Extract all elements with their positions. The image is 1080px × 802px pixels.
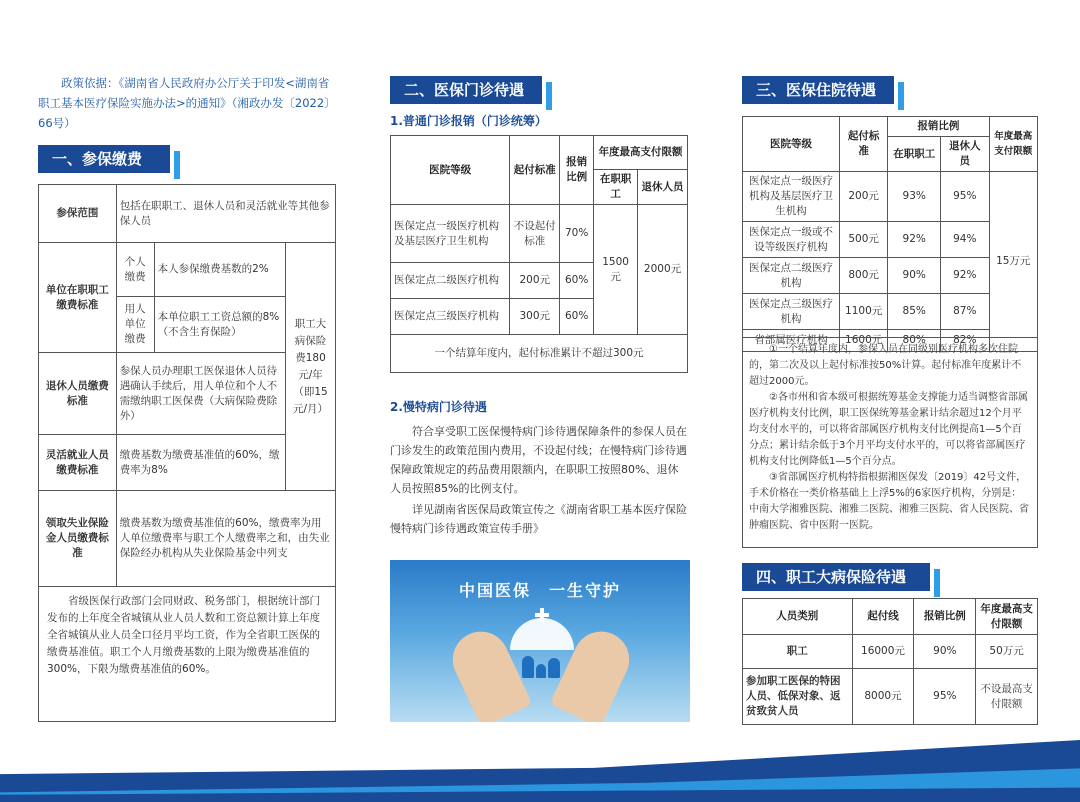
table-row-type: 职工 [743,635,853,669]
unemp-label: 领取失业保险金人员缴费标准 [39,491,117,587]
header-ratio: 报销比例 [888,117,989,137]
table-row-employed: 85% [888,294,941,330]
table-row-employed: 92% [888,222,941,258]
section-title-outpatient [390,76,542,104]
table-row-level: 医保定点一级医疗机构及基层医疗卫生机构 [391,205,510,263]
header-ratio: 报销比例 [914,599,976,635]
table-row-employed: 80% [888,330,941,352]
serious-fee: 职工大病保险费180元/年（即15元/月） [286,243,336,491]
header-limit: 年度最高支付限额 [976,599,1038,635]
table-row-level: 省部属医疗机构 [743,330,840,352]
table-row-deduct: 1100元 [839,294,887,330]
section-title-inpatient [742,76,894,104]
section-title-serious-illness [742,563,930,591]
table-row-retired: 94% [941,222,989,258]
table-row-ratio: 90% [914,635,976,669]
serious-illness-table [742,598,1038,725]
table-row-type: 参加职工医保的特困人员、低保对象、返贫致贫人员 [743,669,853,725]
header-employed: 在职职工 [888,137,941,172]
outpatient-table [390,135,688,373]
table-row-deduct: 800元 [839,258,887,294]
header-level: 医院等级 [743,117,840,172]
table-row-deduct: 8000元 [852,669,914,725]
table-row-level: 医保定点二级医疗机构 [743,258,840,294]
table-row-deduct: 500元 [839,222,887,258]
section-title-contribution [38,145,170,173]
chronic-para-2: 详见湖南省医保局政策宣传之《湖南省职工基本医疗保险慢特病门诊待遇政策宣传手册》 [390,503,687,535]
outpatient-footer: 一个结算年度内，起付标准累计不超过300元 [391,335,688,373]
inpatient-note: ③省部属医疗机构特指根据湘医保发〔2019〕42号文件，手术价格在一类价格基础上上浮5%的6家医疗机构，分别是：中南大学湘雅医院、湘雅二医院、湘雅三医院、省人民医院、省肿瘤医院、省中医附一医院。 [749,472,1029,531]
retired-label: 退休人员缴费标准 [39,353,117,435]
banner-title: 中国医保 一生守护 [458,581,621,600]
header-deduct: 起付标准 [839,117,887,172]
table-row-deduct: 1600元 [839,330,887,352]
table-row-deduct: 300元 [510,299,560,335]
header-ratio: 报销比例 [560,136,594,205]
header-level: 医院等级 [391,136,510,205]
flex-text: 缴费基数为缴费基准值的60%，缴费率为8% [116,435,285,491]
table-row-limit: 不设最高支付限额 [976,669,1038,725]
header-retired: 退休人员 [941,137,989,172]
personal-text: 本人参保缴费基数的2% [154,243,285,297]
table-row-deduct: 不设起付标准 [510,205,560,263]
scope-label: 参保范围 [39,185,117,243]
section-title-text: 三、医保住院待遇 [756,81,877,99]
scope-text: 包括在职职工、退休人员和灵活就业等其他参保人员 [116,185,335,243]
chronic-subtitle: 2.慢特病门诊待遇 [390,400,487,414]
section-title-text: 四、职工大病保险待遇 [756,568,907,586]
section-title-text: 一、参保缴费 [52,150,143,168]
table-row-level: 医保定点二级医疗机构 [391,263,510,299]
inpatient-note: ②各市州和省本级可根据统筹基金支撑能力适当调整省部属医疗机构支付比例，职工医保统筹基金累计结余超过12个月平均支付水平的，可以将省部属医疗机构支付比例提高1—5个百分点；累计结余低于3个月平均支付水平的，可以将省部属医疗机构支付比例降低1—5个百分点。 [749,392,1028,467]
table-row-employed: 90% [888,258,941,294]
retired-text: 参保人员办理职工医保退休人员待遇确认手续后，用人单位和个人不需缴纳职工医保费（大病保险费除外） [116,353,285,435]
table-row-level: 医保定点三级医疗机构 [743,294,840,330]
limit-retired: 2000元 [638,205,688,335]
table-row-deduct: 200元 [510,263,560,299]
inpatient-table [742,116,1038,352]
header-limit: 年度最高支付限额 [594,136,688,170]
employer-text: 本单位职工工资总额的8%（不含生育保险） [154,297,285,353]
inpatient-notes [742,337,1038,548]
table-row-retired: 95% [941,172,989,222]
table-row-deduct: 200元 [839,172,887,222]
limit-employed: 1500元 [594,205,638,335]
table-row-ratio: 95% [914,669,976,725]
flex-label: 灵活就业人员缴费标准 [39,435,117,491]
header-retired: 退休人员 [638,170,688,205]
header-limit: 年度最高支付限额 [989,117,1038,172]
table-row-deduct: 16000元 [852,635,914,669]
table-row-level: 医保定点一级或不设等级医疗机构 [743,222,840,258]
unemp-text: 缴费基数为缴费基准值的60%，缴费率为用人单位缴费率与职工个人缴费率之和，由失业保险经办机构从失业保险基金中列支 [116,491,335,587]
table-row-level: 医保定点一级医疗机构及基层医疗卫生机构 [743,172,840,222]
medical-cross-icon [535,608,549,622]
employed-label: 单位在职职工缴费标准 [39,243,117,353]
header-employed: 在职职工 [594,170,638,205]
general-outpatient-subtitle: 1.普通门诊报销（门诊统筹） [390,114,547,128]
policy-basis: 政策依据：《湖南省人民政府办公厅关于印发<湖南省职工基本医疗保险实施办法>的通知》（湘政办发〔2022〕66号） [38,76,336,130]
table-row-retired: 82% [941,330,989,352]
personal-label: 个人缴费 [116,243,154,297]
table-row-retired: 87% [941,294,989,330]
employer-label: 用人单位缴费 [116,297,154,353]
table-row-retired: 92% [941,258,989,294]
contribution-note-text: 省级医保行政部门会同财政、税务部门，根据统计部门发布的上年度全省城镇从业人员人数和工资总额计算上年度全省城镇从业人员全口径月平均工资，作为全省职工医保的缴费基准值。职工个人月缴费基数的上限为缴费基准值的300%，下限为缴费基准值的60%。 [47,595,320,675]
contribution-table [38,184,336,587]
contribution-note [38,586,336,722]
header-deduct: 起付线 [852,599,914,635]
header-type: 人员类别 [743,599,853,635]
family-icon [520,654,564,678]
inpatient-limit: 15万元 [989,172,1038,352]
table-row-limit: 50万元 [976,635,1038,669]
inpatient-note: ①一个结算年度内，参保人员在同级别医疗机构多次住院的，第二次及以上起付标准按50%计算。起付标准年度累计不超过2000元。 [749,344,1022,387]
header-deduct: 起付标准 [510,136,560,205]
table-row-ratio: 60% [560,263,594,299]
section-title-text: 二、医保门诊待遇 [404,81,525,99]
table-row-employed: 93% [888,172,941,222]
table-row-ratio: 70% [560,205,594,263]
table-row-level: 医保定点三级医疗机构 [391,299,510,335]
umbrella-icon [510,618,574,650]
table-row-ratio: 60% [560,299,594,335]
banner-image [390,560,690,722]
chronic-para-1: 符合享受职工医保慢特病门诊待遇保障条件的参保人员在门诊发生的政策范围内费用，不设起付线；在慢特病门诊待遇保障政策规定的药品费用限额内，在职职工按照80%、退休人员按照85%的比例支付。 [390,425,687,495]
